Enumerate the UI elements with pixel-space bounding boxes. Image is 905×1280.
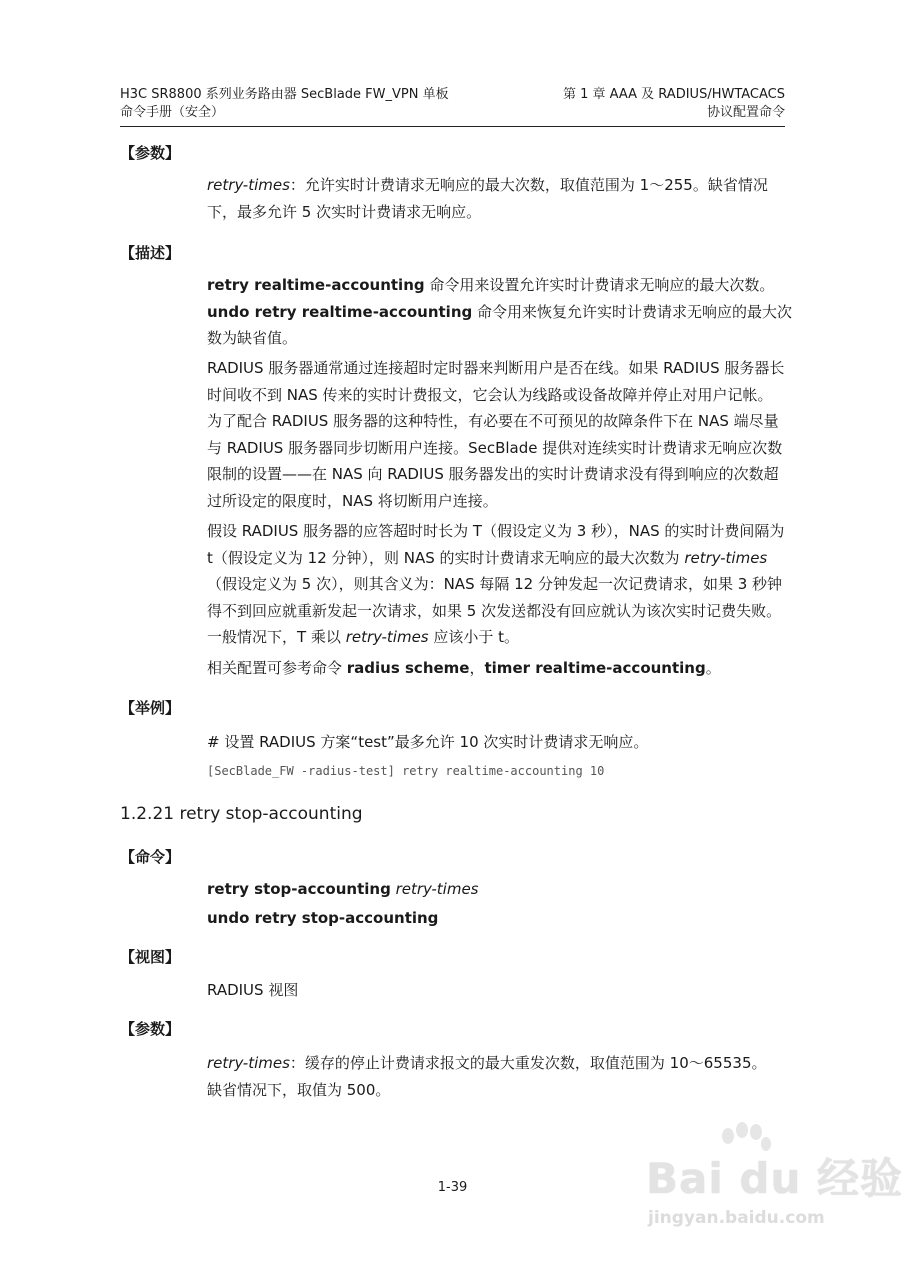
command-arg-retry-times: retry-times: [390, 880, 479, 898]
description-example-calculation-paragraph: [207, 518, 785, 651]
related-commands-paragraph: [207, 655, 785, 682]
calc-text-b: （假设定义为 5 次），则其含义为：NAS 每隔 12 分钟发起一次记费请求，如果 3 秒钟得不到回应就重新发起一次请求，如果 5 次发送都没有回应就认为该次实时记费失败。一般情况下，T 乘以: [207, 575, 783, 646]
example-description: # 设置 RADIUS 方案“test”最多允许 10 次实时计费请求无响应。: [207, 733, 649, 751]
params-term: retry-times: [207, 176, 290, 194]
page-header: [120, 86, 785, 127]
params-paragraph: [207, 172, 785, 225]
params2-label: 【参数】: [120, 1020, 181, 1038]
related-command-timer-realtime-accounting: timer realtime-accounting: [484, 659, 706, 677]
related-end: 。: [705, 659, 721, 677]
calc-text-c: 应该小于 t。: [428, 628, 520, 646]
page-number: 1-39: [437, 1180, 468, 1195]
command-undo-retry-realtime-accounting: undo retry realtime-accounting: [207, 302, 473, 321]
description-radius-paragraph: RADIUS 服务器通常通过连接超时定时器来判断用户是否在线。如果 RADIUS 服务器长时间收不到 NAS 传来的实时计费报文，它会认为线路或设备故障并停止对用户记帐。为了配合 RADIUS 服务器的这种特性，有必要在不可预见的故障条件下在 NAS 端尽量与 RADIUS 服务器同步切断用户连接。SecBlade 提供对连续实时计费请求无响应次数限制的设置——在 NAS 向 RADIUS 服务器发出的实时计费请求没有得到响应的次数超过所设定的限度时，NAS 将切断用户连接。: [207, 359, 785, 510]
view-text: RADIUS 视图: [207, 981, 299, 999]
command-syntax: [207, 876, 785, 931]
params2-text-line1: ：缓存的停止计费请求报文的最大重发次数，取值范围为 10～65535。: [289, 1054, 767, 1072]
command-retry-stop-accounting: retry stop-accounting: [207, 880, 391, 898]
command-retry-realtime-accounting: retry realtime-accounting: [207, 276, 425, 294]
params-text-line2: 下，最多允许 5 次实时计费请求无响应。: [207, 202, 482, 221]
command1-description: 命令用来设置允许实时计费请求无响应的最大次数。: [424, 276, 775, 294]
header-left: [120, 86, 449, 122]
params2-paragraph: [207, 1050, 785, 1103]
header-chapter-subtitle: 协议配置命令: [706, 105, 785, 120]
example-label: 【举例】: [120, 699, 181, 717]
example-code: [SecBlade_FW -radius-test] retry realtime-accounting 10: [207, 764, 605, 778]
command2-description: 命令用来恢复允许实时计费请求无响应的最大次: [472, 302, 793, 321]
params2-term: retry-times: [207, 1054, 290, 1072]
view-label: 【视图】: [120, 948, 181, 966]
header-product-title: H3C SR8800 系列业务路由器 SecBlade FW_VPN 单板: [120, 87, 449, 102]
calc-term: retry-times: [684, 548, 768, 567]
calc-text-a: 假设 RADIUS 服务器的应答超时时长为 T（假设定义为 3 秒），NAS 的实时计费间隔为 t（假设定义为 12 分钟），则 NAS 的实时计费请求无响应的最大次数为: [207, 522, 785, 567]
calc-term2: retry-times: [345, 628, 429, 646]
related-command-radius-scheme: radius scheme: [346, 659, 470, 677]
watermark-url: jingyan.baidu.com: [648, 1208, 825, 1228]
header-chapter-title: 第 1 章 AAA 及 RADIUS/HWTACACS: [562, 87, 785, 102]
command-undo-retry-stop-accounting: undo retry stop-accounting: [207, 908, 439, 927]
command-label: 【命令】: [120, 848, 181, 866]
watermark-logo-text: Bai du 经验: [646, 1154, 903, 1203]
command2-description-cont: 数为缺省值。: [207, 329, 298, 347]
header-manual-name: 命令手册（安全）: [120, 105, 225, 120]
params-label: 【参数】: [120, 144, 181, 162]
related-separator: ，: [469, 659, 485, 677]
related-text: 相关配置可参考命令: [207, 659, 347, 677]
params2-text-line2: 缺省情况下，取值为 500。: [207, 1080, 391, 1099]
baidu-jingyan-watermark: [646, 1146, 903, 1246]
header-right: [563, 86, 785, 122]
section-heading-retry-stop-accounting: 1.2.21 retry stop-accounting: [120, 804, 363, 824]
description-label: 【描述】: [120, 244, 181, 262]
params-text-line1: ：允许实时计费请求无响应的最大次数，取值范围为 1～255。缺省情况: [289, 176, 768, 194]
description-commands-paragraph: [207, 272, 793, 352]
